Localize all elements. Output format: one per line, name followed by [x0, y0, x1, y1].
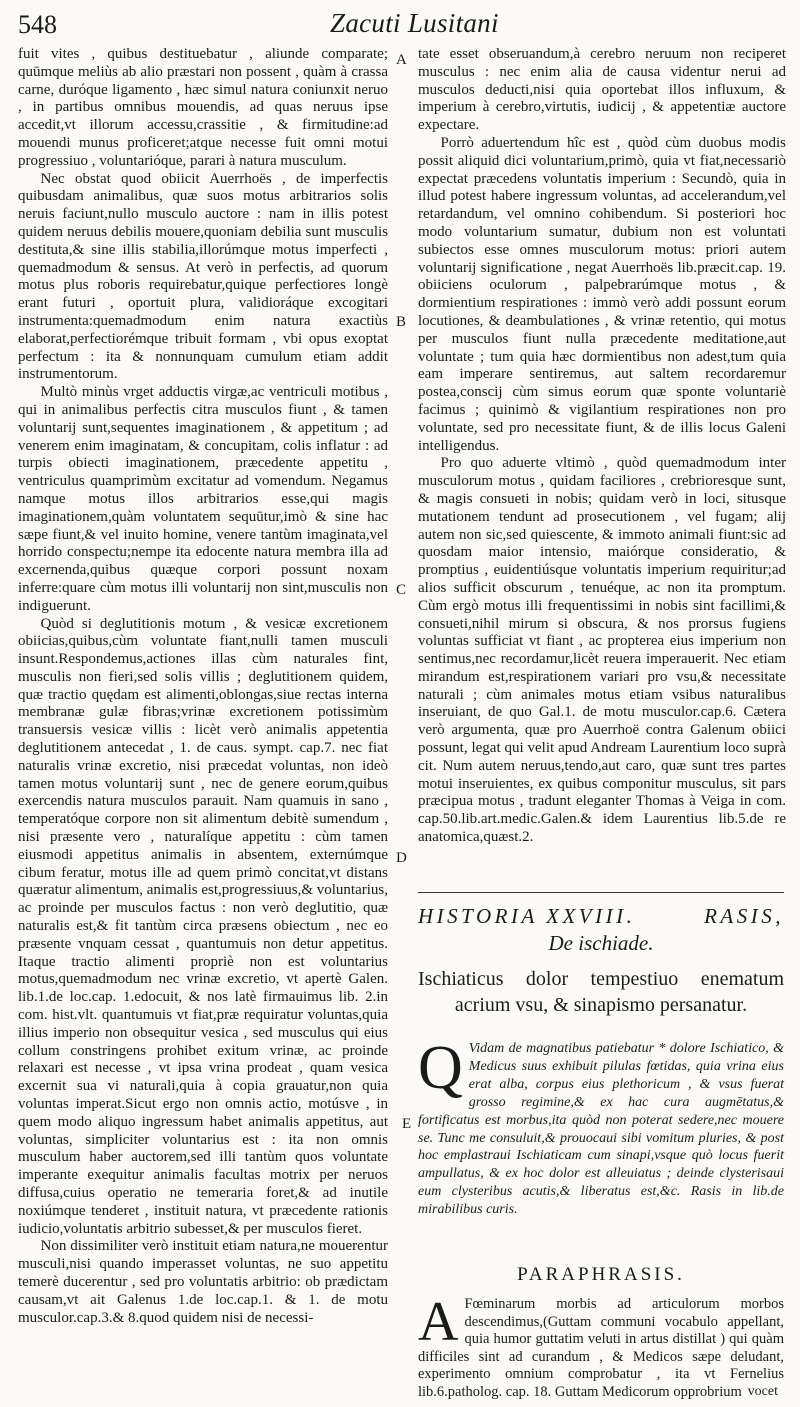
historia-case: [418, 1034, 784, 1219]
page-number: 548: [18, 10, 57, 39]
section-divider: [418, 892, 784, 893]
margin-letter-c: C: [396, 582, 407, 598]
right-paragraph-2: Porrò aduertendum hîc est , quòd cùm duobus modis possit aliquid dici voluntarium,primò, quia vt fiat,necessariò expectat præcedens voluntatis imperium : Secundò, quia in illud potest habere ingressum voluntas, ad accelerandum,vel retardandum, vel omnino cohibendum. Si posteriori hoc modo voluntarium sumatur, dubium non est voluntati subiectos esse omnes musculorum motus: priori autem voluntarij significatione , negat Auerrhoës lib.præcit.cap. 19. obiiciens oculorum , palpebrarúmque motus , & dormientium respirationes : immò verò addi possunt eorum locutiones, & deambulationes , & vrinæ retentio, qui motus per musculos fiunt nulla præcedente meditatione,aut voluntate ; tum quia hæc dormientibus non adest,tum quia eam imperare sentiremus, aut saltem recordaremur postea,conscij cùm simus eorum quæ sponte voluntariè facimus ; quinimò & vigilantium respirationes non pro voluntate, sed pro necessitate fiunt, & de illis locus Galeni intelligendus.: [418, 134, 786, 454]
catchword: vocet: [747, 1384, 778, 1399]
right-column: [418, 46, 786, 847]
paraphrasis-heading: PARAPHRASIS.: [517, 1264, 685, 1285]
left-paragraph-4: Quòd si deglutitionis motum , & vesicæ excretionem obiicias,quibus,cùm voluntate fiant,nulli tamen musculi insunt.Respondemus,actiones illas cùm naturales fint, musculis non fieri,sed solis villis ; deglutitionem quidem, quæ tractio quędam est alimenti,oblongas,siue rectas interna membranæ gulæ fibras;vrinæ excretionem potissimùm transuersis vesicæ villis : licèt verò animalis appetentia deglutitionem antecedat , 1. de caus. sympt. cap.7. nec fiat naturalis vrinæ excretio, nisi præcedat voluntas, non ideò tamen motus voluntarij sunt , nec de genere eorum,quibus exercendis natura musculos parauit. Nam quamuis in sano , temperatóque corpore non sit alimentum debitè sumendum , nisi præsente vero , naturalíque appetitu : cùm tamen eiusmodi appetitus animalis in absentem, externúmque cibum feratur, motus ille ad quem primò concitat,vt distans quæratur alimentum, animalis est,progressiuus,& voluntarius, ac proinde per musculos factus : non verò deglutitio, quæ naturalis est,& fit tantùm circa præsens obiectum , nec eo præsente vnquam cessat , quantumuis non detur appetitus. Itaque tractio alimenti propriè non est voluntarius motus,quemadmodum nec vrinæ excretio, vt apertè Galen. lib.1.de loc.cap. 1.edocuit, & nos latè firmauimus lib. 2.in com. hist.vlt. quantumuis vt fiat,præ requiratur voluntas,quia illius imperio non obsequitur vesica , sed musculus qui eius collum constringens prohibet exitum vrinæ, ac proinde relaxari est necesse , vt ipsa vrina prodeat , quam vesica excernit sua vi naturali,quia à copia grauatur,non quia voluntas imperat.Sicut ergo non omnis actio, motúsve , in quem modo aliquo ingressum habet animalis appetitus, aut voluntas, simpliciter voluntarius est : ita non omnis musculum haber auctorem,sed illi tantùm quos voluntate imperante exequitur animalis facultas motrix per neruos diffusa,cuius operatio ne temeraria foret,& ad inutile noxiúmque tenderet , instituit natura, vt præcedente rationis iudicio,voluntatis arbitrio subesset,& per musculos fieret.: [18, 615, 388, 1237]
running-head: Zacuti Lusitani: [330, 8, 499, 38]
left-paragraph-2: Nec obstat quod obiicit Auerrhoës , de imperfectis quibusdam animalibus, quæ suos motus arbitrarios solis neruis faciunt,nullo musculo auctore : nam in illis potest quidem neruus debilis mouere,quoniam debilia sunt musculis destituta,& sine illis stabilia,illorúmque motus imperfecti , quemadmodum & sensus. At verò in perfectis, ad quorum motus plus roboris requirebatur,quique perfectiores longè erant futuri , oportuit plura, validioráque excogitari instrumenta:quemadmodum enim natura exactiùs elaborat,perfectiorémque tribuit formam , vbi opus exoptat perfectum : ita & nonnunquam cumulum etiam addit instrumentorum.: [18, 170, 388, 383]
case-dropcap: Q: [418, 1034, 463, 1102]
paraphrasis-text: Fœminarum morbis ad articulorum morbos descendimus,(Guttam communi vocabulo appellant, quia humor guttatim veluti in artus distillat ) qui quàm difficiles sint ad curandum , & Medicos sæpe deludant, experimento omnium comprobatur , ita vt Fernelius lib.6.patholog. cap. 18. Guttam Medicorum opprobrium: [418, 1296, 784, 1400]
margin-letter-e: E: [402, 1116, 412, 1132]
historia-subtitle: De ischiade.: [548, 931, 654, 955]
left-paragraph-1: fuit vites , quibus destituebatur , aliunde comparate; quūmque meliùs ab alio præstari non possent , quàm à crassa carne, duróque ligamento , hæc simul natura coniunxit neruo , in partibus omnibus mouendis, ad quas neruus ipse accedit,vt illorum accessu,crassitie , & firmitudine:ad mouendi munus proficeret;atque necesse fuit omni motui progressiuo , voluntarióque, parari à natura musculum.: [18, 46, 388, 169]
historia-title-left: HISTORIA XXVIII.: [418, 904, 636, 928]
historia-title-right: RASIS,: [704, 904, 784, 928]
left-column: [18, 46, 388, 1327]
case-text: Vidam de magnatibus patiebatur * dolore Ischiatico, & Medicus suus exhibuit pilulas fœtidas, quia vrina eius erat alba, corpus eius plethoricum , & vsus fuerat grosso regimine,& ex hac cura augmētatus,& fortificatus est morbus,ita quòd non poterat sedere,nec mouere se. Tunc me consuluit,& prouocaui sibi vomitum pluries, & post hoc emplastraui Ischiaticam cum sinapi,vsque quò locus fuerit ampullatus, & ex hoc dolor est alleuiatus ; deinde clysterisaui eum clysteribus acutis,& liberatus est,&c. Rasis in lib.de mirabilibus curis.: [418, 1041, 784, 1218]
margin-letter-a: A: [396, 52, 407, 68]
left-paragraph-5: Non dissimiliter verò instituit etiam natura,ne mouerentur musculi,nisi quando imperasset voluntas, ne suo appetitu temerè ducerentur , sed pro voluntatis arbitrio: ob prædictam causam,vt ait Galenus 1.de loc.cap.1. & 1. de motu musculor.cap.3.& 8.quod quidem nisi de necessi-: [18, 1238, 388, 1326]
paraphrasis-dropcap: A: [418, 1291, 459, 1353]
paraphrasis-body: [418, 1291, 784, 1402]
margin-letter-d: D: [396, 850, 407, 866]
left-paragraph-3: Multò minùs vrget adductis virgæ,ac ventriculi motibus , qui in animalibus perfectis citra musculos fiunt , & tamen voluntarij sunt,sequentes imaginationem , & appetitum ; ad venerem enim imaginatam, & concupitam, colis inflatur : ad turpis obiecti imaginationem, præcedente appetitu , ventriculus quamprimùm excitatur ad vomendum. Negamus namque motus illos arbitrarios esse,qui magis imaginationem,quàm voluntatem sequūtur,imò & sine hac sæpe fiunt,& vel inuito homine, venere tantùm imaginata,vel horrido conspectu;nempe ita edocente natura membra illa ad excernenda,quibus quæque corpori possunt noxam inferre:quare cùm motus illi voluntarij non sint,musculis non indiguerunt.: [18, 384, 388, 614]
right-paragraph-3: Pro quo aduerte vltimò , quòd quemadmodum inter musculorum motus , quidam faciliores , crebrioresque sunt, & magis consueti in nobis; quidam verò in loci, situsque mutationem tendunt ad prosecutionem , vel fugam; alij autem non sic,sed quiescente, & immoto animali fiunt:sic ad quosdam maior intensio, maiórque consideratio, & promptius , euidentiúsque voluntatis imperium requiritur;ad alios sufficit obscurum , tenuéque, ac non ita promptum. Cùm ergò motus illi frequentissimi in nobis sint facillimi,& consueti,nihil mirum si obscura, & nos prorsus fugiens voluntas sufficiat vt fiant , ac propterea eius imperium non sentimus,nec recordamur,licèt reuera imperauerit. Nec etiam mirandum est,respirationem variari pro vsu,& necessitate naturali ; cùm animales motus etiam vsibus naturalibus inseruiant, de quo Gal.1. de motu musculor.cap.6. Cætera verò argumenta, quæ pro Auerrhoë contra Galenum obiici possunt, legat qui velit apud Andream Laurentium loco suprà cit. Num autem neruus,tendo,aut caro, quæ sunt tres partes motui inseruientes, ex quibus componitur musculus, sit pars præcipua motus , tradunt eleganter Thomas à Veiga in com. cap.50.lib.art.medic.Galen.& idem Laurentius lib.5.de re anatomica,quæst.2.: [418, 455, 786, 846]
right-paragraph-1: tate esset obseruandum,à cerebro neruum non reciperet musculus : nec enim alia de causa videntur nerui ad musculos deducti,nisi quia oportebat illos influxum, & imperium à cerebro,virtutis, iudicij , & appetentiæ auctore expectare.: [418, 46, 786, 134]
historia-summary: Ischiaticus dolor tempestiuo enematum acrium vsu, & sinapismo persanatur.: [418, 968, 784, 1016]
margin-letter-b: B: [396, 314, 407, 330]
historia-title: [418, 904, 784, 929]
